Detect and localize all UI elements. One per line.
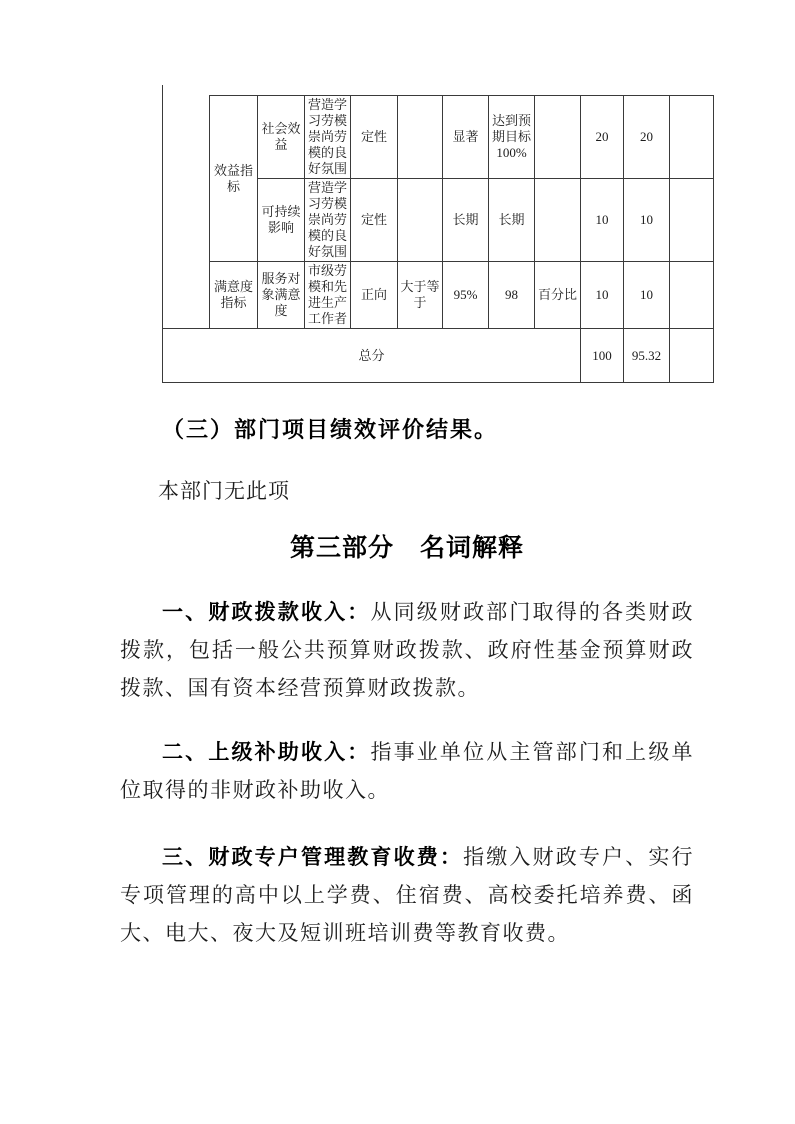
table-row <box>163 262 714 329</box>
table-cell-remark <box>670 96 714 179</box>
definition-paragraph-1 <box>120 593 694 707</box>
table-cell-subindicator: 服务对象满意度 <box>258 262 305 329</box>
table-cell-target: 显著 <box>443 96 489 179</box>
text-column <box>120 415 694 952</box>
table-cell-output: 营造学习劳模崇尚劳模的良好氛围 <box>305 179 351 262</box>
table-cell-nature: 定性 <box>351 96 398 179</box>
table-cell-actual: 达到预期目标100% <box>489 96 535 179</box>
table-cell-actual: 98 <box>489 262 535 329</box>
table-cell-total-score: 95.32 <box>624 329 670 383</box>
table-cell-subindicator: 社会效益 <box>258 96 305 179</box>
table-cell-unit: 百分比 <box>535 262 581 329</box>
table-cell-total-remark <box>670 329 714 383</box>
table-cell-group: 满意度指标 <box>210 262 258 329</box>
section-heading: （三）部门项目绩效评价结果。 <box>162 417 499 442</box>
table-cell-score: 10 <box>624 262 670 329</box>
definition-body: 从同级财政部门取得的各类财政拨款，包括一般公共预算财政拨款、政府性基金预算财政拨款、国有资本经营预算财政拨款。 <box>120 600 695 700</box>
table-cell-target: 长期 <box>443 179 489 262</box>
table-cell-group: 效益指标 <box>210 96 258 262</box>
table-cell-continued-empty <box>163 96 210 329</box>
table-cell-remark <box>670 179 714 262</box>
table-cell-nature: 正向 <box>351 262 398 329</box>
table-cell-comparator: 大于等于 <box>398 262 443 329</box>
definition-body: 指缴入财政专户、实行专项管理的高中以上学费、住宿费、高校委托培养费、函大、电大、夜大及短训班培训费等教育收费。 <box>120 845 695 945</box>
table-cell-weight: 10 <box>581 179 624 262</box>
definition-lead: 一、财政拨款收入： <box>162 600 371 624</box>
table-cell-target: 95% <box>443 262 489 329</box>
table-cell-weight: 20 <box>581 96 624 179</box>
table-cell-output: 市级劳模和先进生产工作者 <box>305 262 351 329</box>
no-item-note: 本部门无此项 <box>158 479 290 503</box>
performance-indicator-table <box>162 95 714 383</box>
definition-paragraph-3 <box>120 838 694 952</box>
table-cell-total-label: 总分 <box>163 329 581 383</box>
definition-lead: 二、上级补助收入： <box>162 740 371 764</box>
table-cell-score: 20 <box>624 96 670 179</box>
table-cell-nature: 定性 <box>351 179 398 262</box>
definition-lead: 三、财政专户管理教育收费： <box>162 845 464 869</box>
table-cell-total-weight: 100 <box>581 329 624 383</box>
part-title: 第三部分 名词解释 <box>289 535 524 562</box>
table-cell-weight: 10 <box>581 262 624 329</box>
table-left-border-continuation <box>162 85 163 96</box>
table-cell-actual: 长期 <box>489 179 535 262</box>
definition-body: 指事业单位从主管部门和上级单位取得的非财政补助收入。 <box>120 740 695 802</box>
table-cell-unit <box>535 179 581 262</box>
table-cell-subindicator: 可持续影响 <box>258 179 305 262</box>
table-total-row <box>163 329 714 383</box>
definition-paragraph-2 <box>120 733 694 809</box>
table-cell-remark <box>670 262 714 329</box>
table-cell-unit <box>535 96 581 179</box>
table-cell-comparator <box>398 179 443 262</box>
table-cell-comparator <box>398 96 443 179</box>
table-cell-score: 10 <box>624 179 670 262</box>
table-row <box>163 96 714 179</box>
table-cell-output: 营造学习劳模崇尚劳模的良好氛围 <box>305 96 351 179</box>
